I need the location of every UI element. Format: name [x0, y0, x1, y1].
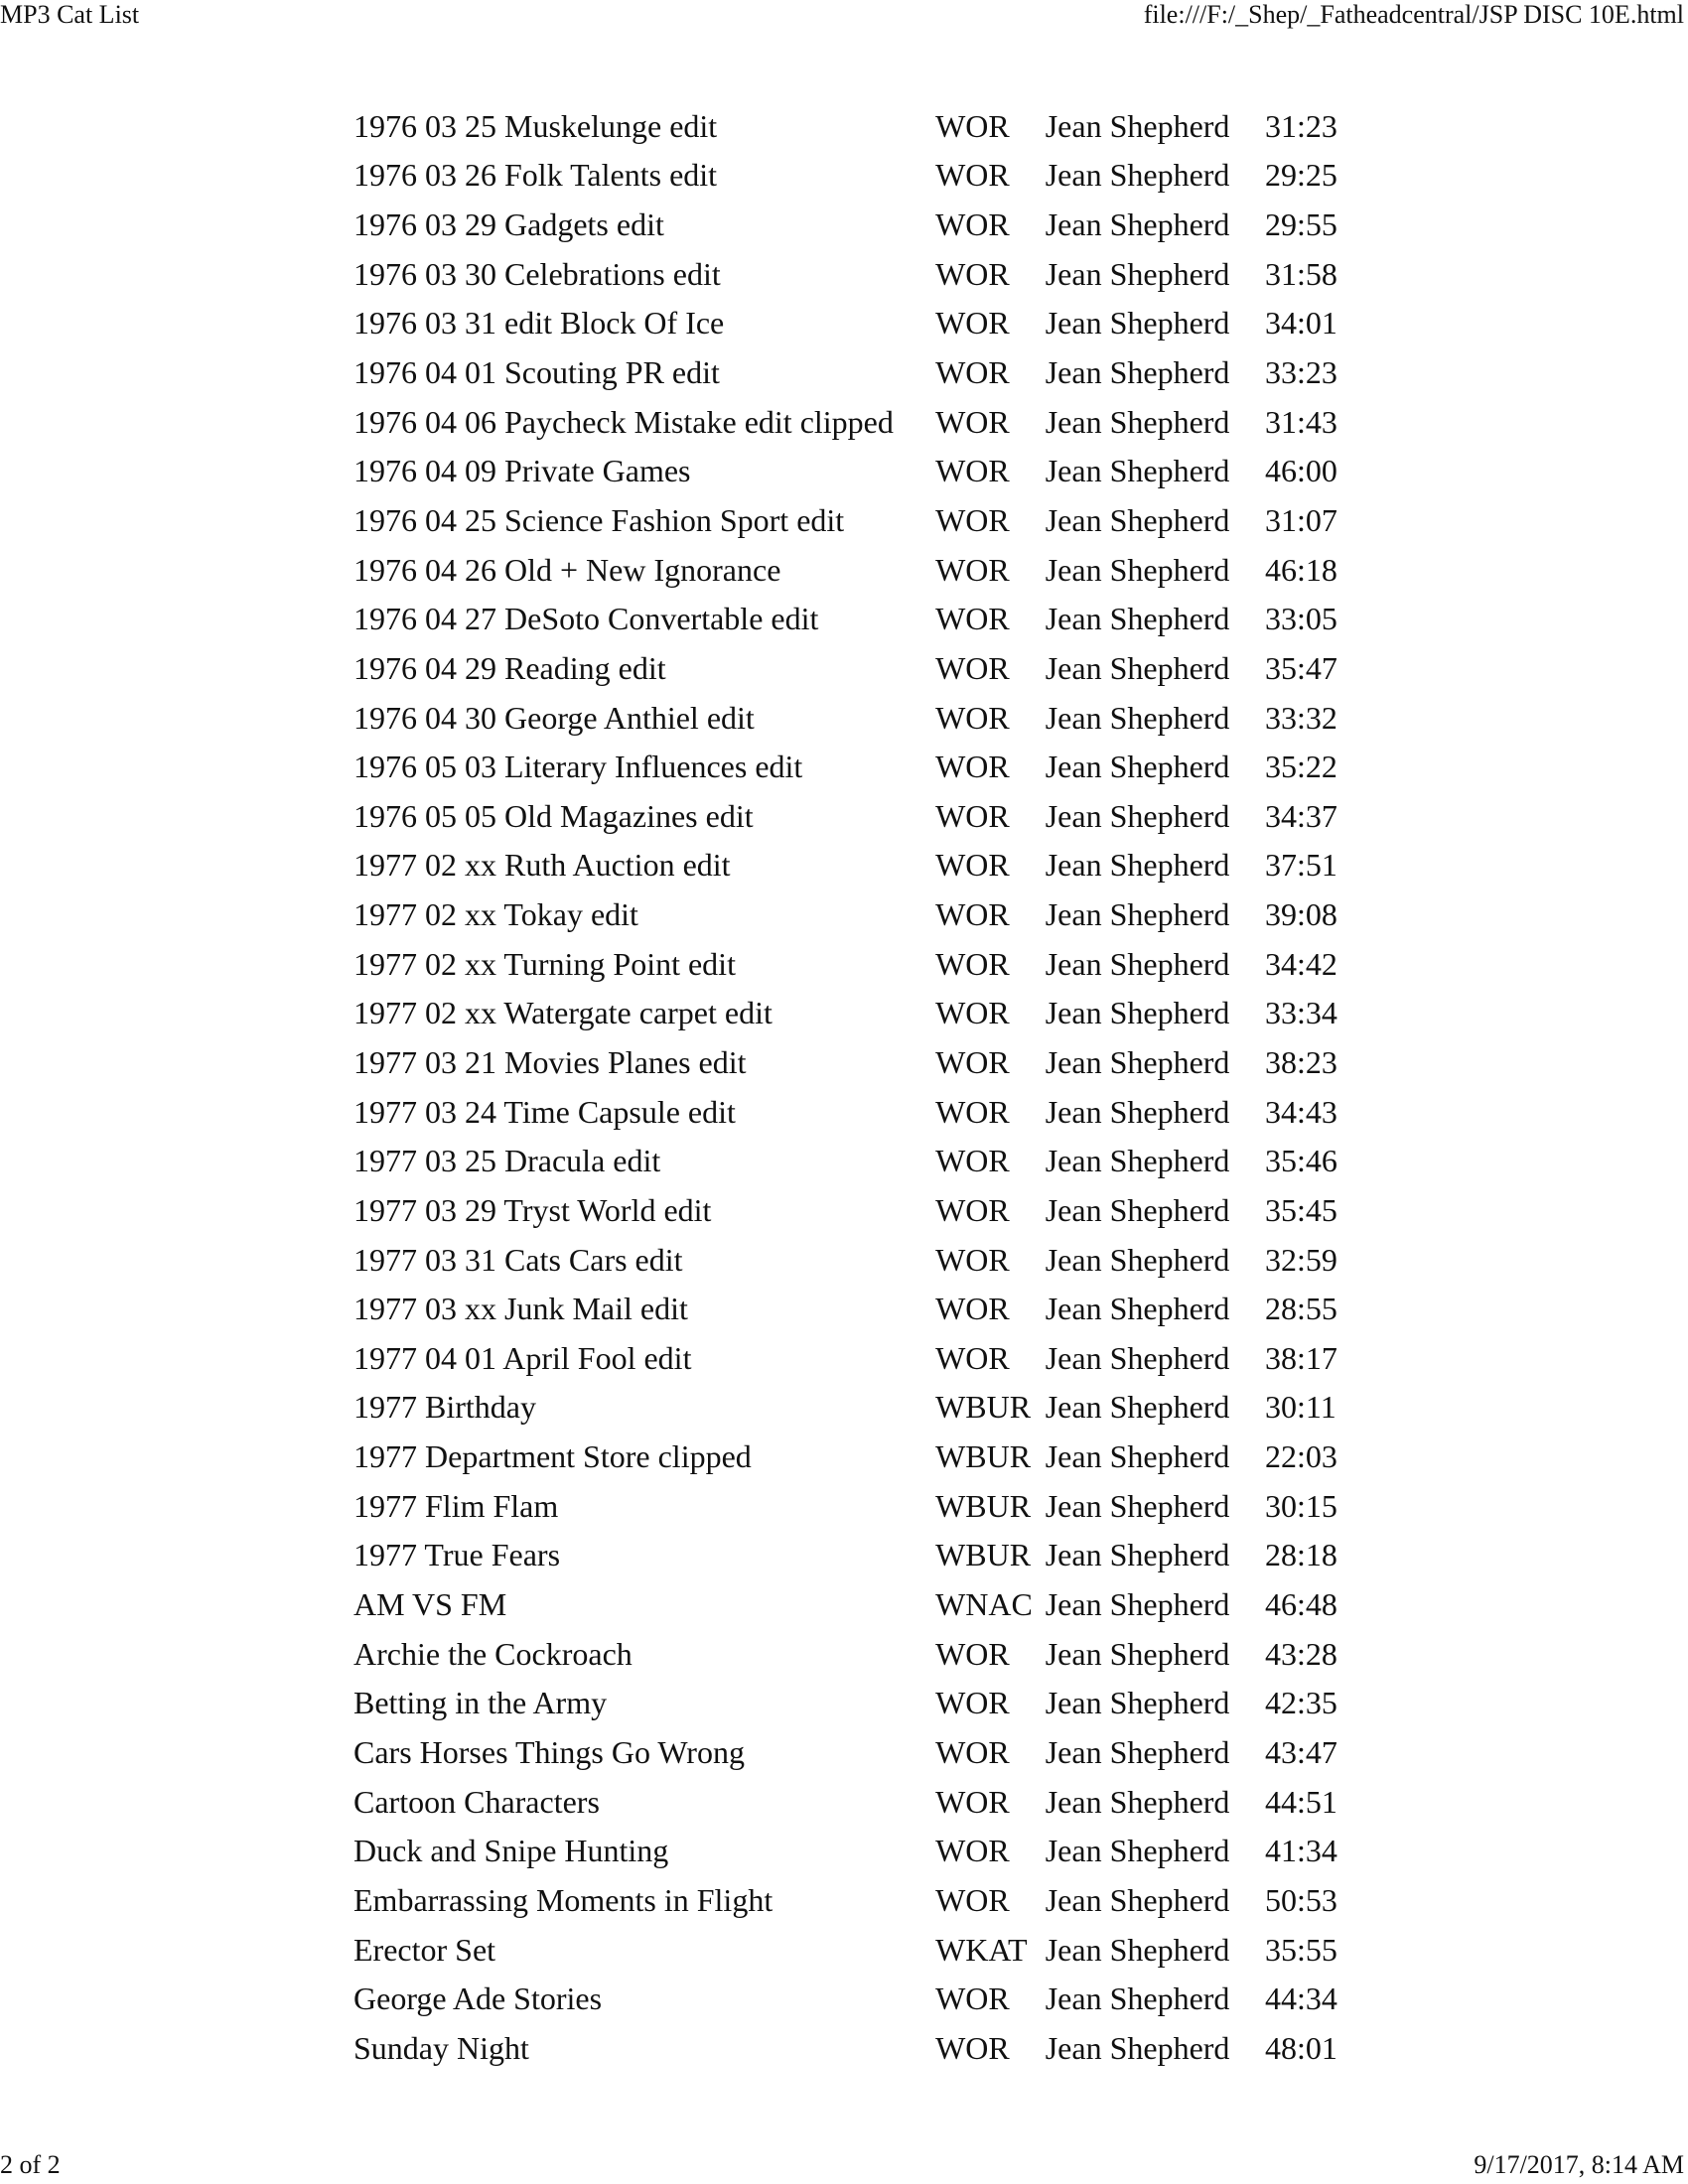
track-duration: 29:55: [1265, 206, 1337, 243]
track-title: Sunday Night: [353, 2029, 529, 2066]
table-row: [353, 495, 1346, 545]
track-duration: 35:22: [1265, 749, 1337, 785]
track-title: 1977 02 xx Turning Point edit: [353, 945, 736, 982]
track-title: 1977 03 21 Movies Planes edit: [353, 1043, 747, 1080]
track-list: [353, 101, 1346, 2073]
track-duration: 33:05: [1265, 601, 1337, 637]
table-row: [353, 1826, 1346, 1875]
track-title: 1976 03 31 edit Block Of Ice: [353, 305, 725, 341]
track-station: WOR: [935, 1733, 1010, 1770]
track-artist: Jean Shepherd: [1045, 1931, 1230, 1968]
track-title: Cars Horses Things Go Wrong: [353, 1733, 745, 1770]
track-artist: Jean Shepherd: [1045, 1685, 1230, 1721]
track-artist: Jean Shepherd: [1045, 945, 1230, 982]
track-title: 1976 03 30 Celebrations edit: [353, 255, 721, 292]
table-row: [353, 1087, 1346, 1137]
track-title: George Ade Stories: [353, 1980, 603, 2017]
track-station: WOR: [935, 1093, 1010, 1130]
track-station: WOR: [935, 305, 1010, 341]
track-artist: Jean Shepherd: [1045, 995, 1230, 1031]
track-duration: 37:51: [1265, 847, 1337, 884]
table-row: [353, 1629, 1346, 1679]
table-row: [353, 1432, 1346, 1481]
table-row: [353, 791, 1346, 841]
track-duration: 31:07: [1265, 501, 1337, 538]
track-station: WOR: [935, 1685, 1010, 1721]
track-duration: 35:45: [1265, 1191, 1337, 1228]
track-station: WBUR: [935, 1389, 1032, 1426]
track-duration: 31:43: [1265, 403, 1337, 440]
track-station: WOR: [935, 1339, 1010, 1376]
track-artist: Jean Shepherd: [1045, 649, 1230, 686]
track-title: Erector Set: [353, 1931, 496, 1968]
track-station: WOR: [935, 255, 1010, 292]
track-artist: Jean Shepherd: [1045, 699, 1230, 736]
track-artist: Jean Shepherd: [1045, 1487, 1230, 1524]
track-station: WOR: [935, 1881, 1010, 1918]
track-artist: Jean Shepherd: [1045, 601, 1230, 637]
track-title: Betting in the Army: [353, 1685, 608, 1721]
track-station: WOR: [935, 107, 1010, 144]
track-title: 1976 04 06 Paycheck Mistake edit clipped: [353, 403, 894, 440]
track-station: WBUR: [935, 1537, 1032, 1573]
track-title: 1977 True Fears: [353, 1537, 561, 1573]
track-title: 1976 04 09 Private Games: [353, 453, 691, 489]
track-artist: Jean Shepherd: [1045, 1881, 1230, 1918]
table-row: [353, 939, 1346, 989]
track-station: WOR: [935, 403, 1010, 440]
table-row: [353, 1925, 1346, 1975]
table-row: [353, 545, 1346, 595]
table-row: [353, 347, 1346, 397]
track-duration: 42:35: [1265, 1685, 1337, 1721]
track-artist: Jean Shepherd: [1045, 1537, 1230, 1573]
track-station: WOR: [935, 551, 1010, 588]
track-station: WOR: [935, 1241, 1010, 1278]
table-row: [353, 1284, 1346, 1333]
track-duration: 35:46: [1265, 1143, 1337, 1179]
track-station: WOR: [935, 1635, 1010, 1672]
track-duration: 28:18: [1265, 1537, 1337, 1573]
table-row: [353, 742, 1346, 791]
track-station: WOR: [935, 699, 1010, 736]
track-artist: Jean Shepherd: [1045, 305, 1230, 341]
page-number: 2 of 2: [0, 2150, 61, 2179]
track-artist: Jean Shepherd: [1045, 2029, 1230, 2066]
track-duration: 30:15: [1265, 1487, 1337, 1524]
track-artist: Jean Shepherd: [1045, 1043, 1230, 1080]
table-row: [353, 1974, 1346, 2023]
track-station: WOR: [935, 601, 1010, 637]
track-artist: Jean Shepherd: [1045, 1241, 1230, 1278]
track-duration: 43:28: [1265, 1635, 1337, 1672]
track-title: 1976 05 03 Literary Influences edit: [353, 749, 803, 785]
track-title: 1977 02 xx Ruth Auction edit: [353, 847, 731, 884]
track-station: WOR: [935, 1191, 1010, 1228]
track-artist: Jean Shepherd: [1045, 1783, 1230, 1820]
table-row: [353, 989, 1346, 1038]
track-duration: 35:55: [1265, 1931, 1337, 1968]
table-row: [353, 889, 1346, 939]
track-station: WOR: [935, 847, 1010, 884]
track-duration: 31:58: [1265, 255, 1337, 292]
track-artist: Jean Shepherd: [1045, 1980, 1230, 2017]
table-row: [353, 1531, 1346, 1580]
track-station: WOR: [935, 453, 1010, 489]
track-duration: 33:23: [1265, 354, 1337, 391]
track-artist: Jean Shepherd: [1045, 206, 1230, 243]
table-row: [353, 693, 1346, 743]
track-duration: 43:47: [1265, 1733, 1337, 1770]
table-row: [353, 1333, 1346, 1383]
table-row: [353, 1383, 1346, 1433]
track-title: 1977 04 01 April Fool edit: [353, 1339, 692, 1376]
print-timestamp: 9/17/2017, 8:14 AM: [1474, 2150, 1684, 2179]
track-artist: Jean Shepherd: [1045, 1093, 1230, 1130]
table-row: [353, 1235, 1346, 1285]
track-title: Cartoon Characters: [353, 1783, 600, 1820]
track-title: 1976 05 05 Old Magazines edit: [353, 797, 754, 834]
track-duration: 38:17: [1265, 1339, 1337, 1376]
track-title: Embarrassing Moments in Flight: [353, 1881, 774, 1918]
track-station: WKAT: [935, 1931, 1028, 1968]
track-artist: Jean Shepherd: [1045, 157, 1230, 194]
track-artist: Jean Shepherd: [1045, 1143, 1230, 1179]
table-row: [353, 1481, 1346, 1531]
track-duration: 44:34: [1265, 1980, 1337, 2017]
track-artist: Jean Shepherd: [1045, 107, 1230, 144]
track-title: Archie the Cockroach: [353, 1635, 633, 1672]
table-row: [353, 151, 1346, 201]
page-title: MP3 Cat List: [0, 0, 140, 29]
track-title: 1977 02 xx Tokay edit: [353, 896, 638, 933]
track-duration: 34:42: [1265, 945, 1337, 982]
table-row: [353, 446, 1346, 495]
table-row: [353, 1579, 1346, 1629]
track-duration: 39:08: [1265, 896, 1337, 933]
track-title: 1977 02 xx Watergate carpet edit: [353, 995, 773, 1031]
track-artist: Jean Shepherd: [1045, 354, 1230, 391]
track-station: WOR: [935, 749, 1010, 785]
track-title: 1977 03 25 Dracula edit: [353, 1143, 661, 1179]
track-duration: 33:34: [1265, 995, 1337, 1031]
table-row: [353, 397, 1346, 447]
table-row: [353, 1037, 1346, 1087]
table-row: [353, 299, 1346, 348]
track-duration: 38:23: [1265, 1043, 1337, 1080]
track-title: 1977 03 31 Cats Cars edit: [353, 1241, 683, 1278]
track-title: 1976 04 25 Science Fashion Sport edit: [353, 501, 845, 538]
track-duration: 22:03: [1265, 1438, 1337, 1475]
track-artist: Jean Shepherd: [1045, 896, 1230, 933]
table-row: [353, 1777, 1346, 1827]
track-station: WOR: [935, 1980, 1010, 2017]
table-row: [353, 1875, 1346, 1925]
track-title: 1976 04 30 George Anthiel edit: [353, 699, 755, 736]
track-list-body: [353, 101, 1346, 2073]
track-duration: 44:51: [1265, 1783, 1337, 1820]
track-station: WOR: [935, 896, 1010, 933]
table-row: [353, 841, 1346, 890]
track-artist: Jean Shepherd: [1045, 1438, 1230, 1475]
track-title: 1976 03 25 Muskelunge edit: [353, 107, 718, 144]
track-artist: Jean Shepherd: [1045, 255, 1230, 292]
track-station: WOR: [935, 1833, 1010, 1869]
track-station: WOR: [935, 1783, 1010, 1820]
track-station: WOR: [935, 945, 1010, 982]
table-row: [353, 101, 1346, 151]
table-row: [353, 643, 1346, 693]
track-title: 1977 03 29 Tryst World edit: [353, 1191, 712, 1228]
track-artist: Jean Shepherd: [1045, 749, 1230, 785]
track-title: 1976 04 01 Scouting PR edit: [353, 354, 720, 391]
track-artist: Jean Shepherd: [1045, 403, 1230, 440]
track-duration: 35:47: [1265, 649, 1337, 686]
table-row: [353, 1136, 1346, 1185]
track-duration: 28:55: [1265, 1291, 1337, 1327]
track-artist: Jean Shepherd: [1045, 1586, 1230, 1623]
table-row: [353, 1679, 1346, 1728]
track-station: WOR: [935, 157, 1010, 194]
track-duration: 29:25: [1265, 157, 1337, 194]
track-artist: Jean Shepherd: [1045, 1389, 1230, 1426]
track-station: WNAC: [935, 1586, 1033, 1623]
table-row: [353, 200, 1346, 249]
track-station: WOR: [935, 501, 1010, 538]
track-station: WOR: [935, 1043, 1010, 1080]
track-artist: Jean Shepherd: [1045, 1339, 1230, 1376]
track-duration: 46:48: [1265, 1586, 1337, 1623]
track-artist: Jean Shepherd: [1045, 1191, 1230, 1228]
track-station: WBUR: [935, 1438, 1032, 1475]
track-station: WOR: [935, 206, 1010, 243]
track-title: 1976 03 26 Folk Talents edit: [353, 157, 718, 194]
track-artist: Jean Shepherd: [1045, 1635, 1230, 1672]
track-title: 1977 Flim Flam: [353, 1487, 559, 1524]
track-artist: Jean Shepherd: [1045, 501, 1230, 538]
track-station: WOR: [935, 2029, 1010, 2066]
track-artist: Jean Shepherd: [1045, 847, 1230, 884]
track-station: WBUR: [935, 1487, 1032, 1524]
track-title: 1977 03 24 Time Capsule edit: [353, 1093, 736, 1130]
track-title: 1976 04 29 Reading edit: [353, 649, 666, 686]
track-duration: 34:43: [1265, 1093, 1337, 1130]
track-duration: 33:32: [1265, 699, 1337, 736]
track-station: WOR: [935, 995, 1010, 1031]
table-row: [353, 249, 1346, 299]
track-title: 1977 Birthday: [353, 1389, 536, 1426]
track-title: 1976 04 27 DeSoto Convertable edit: [353, 601, 819, 637]
track-station: WOR: [935, 797, 1010, 834]
table-row: [353, 594, 1346, 643]
track-duration: 34:37: [1265, 797, 1337, 834]
table-row: [353, 1185, 1346, 1235]
track-station: WOR: [935, 1291, 1010, 1327]
track-title: Duck and Snipe Hunting: [353, 1833, 669, 1869]
table-row: [353, 2023, 1346, 2073]
track-duration: 34:01: [1265, 305, 1337, 341]
track-artist: Jean Shepherd: [1045, 1733, 1230, 1770]
track-duration: 46:18: [1265, 551, 1337, 588]
page-url: file:///F:/_Shep/_Fatheadcentral/JSP DISC 10E.html: [1143, 0, 1684, 29]
track-station: WOR: [935, 649, 1010, 686]
track-title: 1977 Department Store clipped: [353, 1438, 752, 1475]
track-duration: 41:34: [1265, 1833, 1337, 1869]
table-row: [353, 1727, 1346, 1777]
track-duration: 46:00: [1265, 453, 1337, 489]
track-artist: Jean Shepherd: [1045, 1291, 1230, 1327]
track-duration: 48:01: [1265, 2029, 1337, 2066]
track-title: 1976 04 26 Old + New Ignorance: [353, 551, 781, 588]
track-artist: Jean Shepherd: [1045, 453, 1230, 489]
track-artist: Jean Shepherd: [1045, 797, 1230, 834]
track-duration: 30:11: [1265, 1389, 1336, 1426]
track-artist: Jean Shepherd: [1045, 551, 1230, 588]
track-title: AM VS FM: [353, 1586, 507, 1623]
track-title: 1976 03 29 Gadgets edit: [353, 206, 664, 243]
track-title: 1977 03 xx Junk Mail edit: [353, 1291, 688, 1327]
track-duration: 32:59: [1265, 1241, 1337, 1278]
track-station: WOR: [935, 354, 1010, 391]
track-duration: 50:53: [1265, 1881, 1337, 1918]
track-duration: 31:23: [1265, 107, 1337, 144]
track-station: WOR: [935, 1143, 1010, 1179]
track-artist: Jean Shepherd: [1045, 1833, 1230, 1869]
